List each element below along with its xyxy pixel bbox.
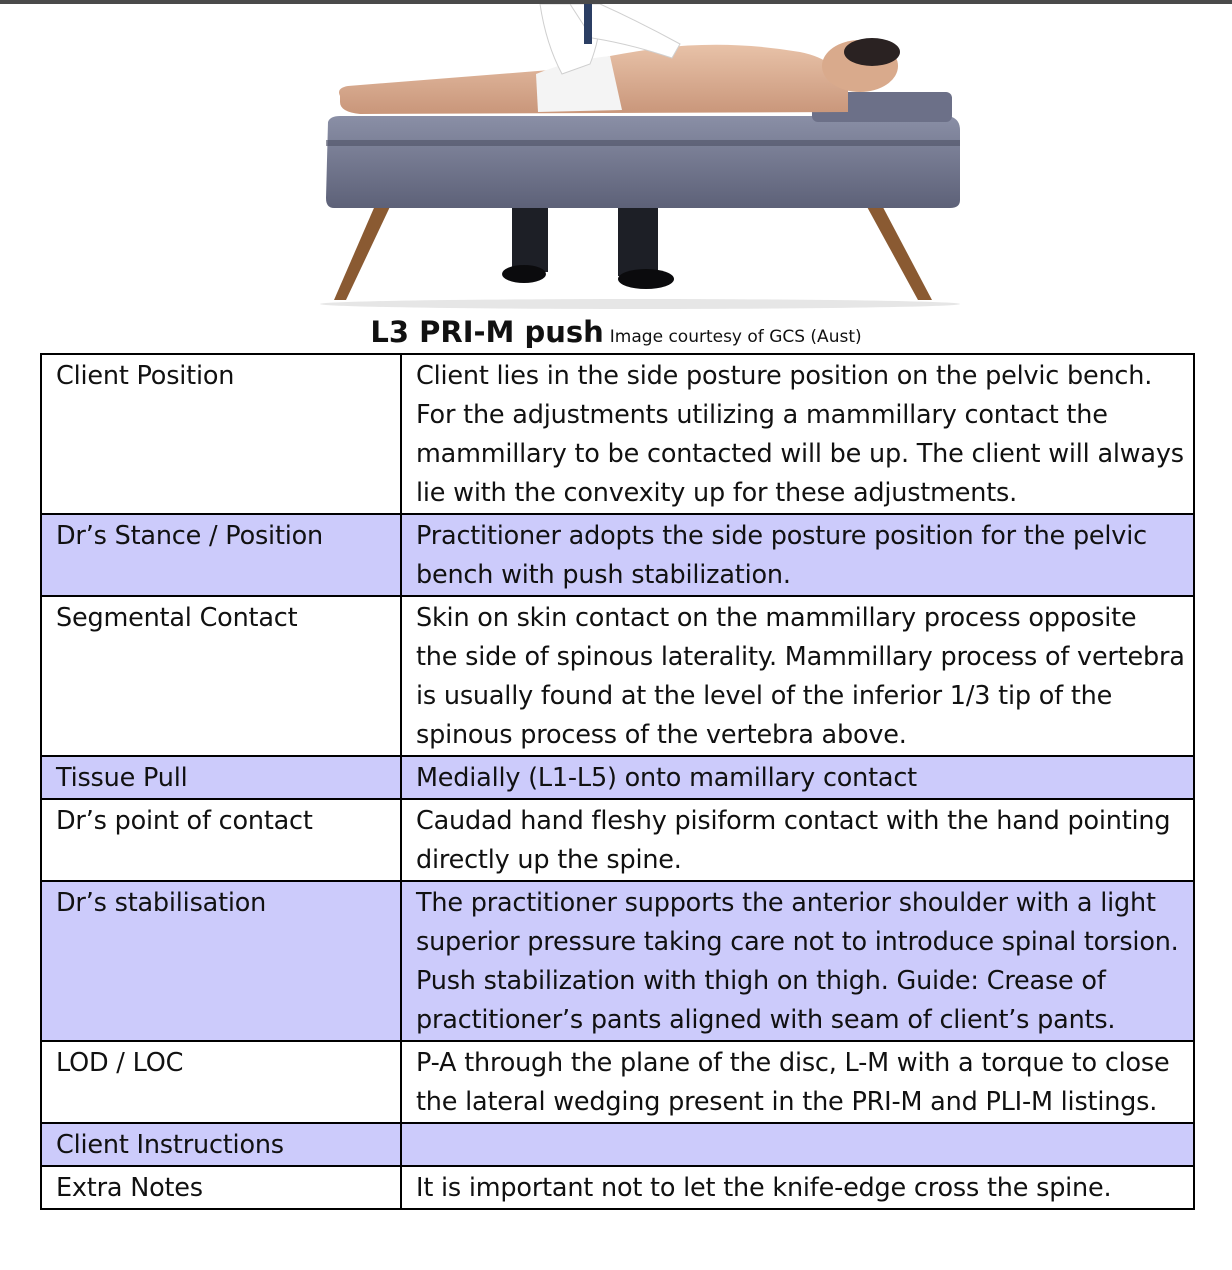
caption-credit: Image courtesy of GCS (Aust) <box>609 327 862 347</box>
figure-caption <box>0 312 1232 357</box>
row-label: Dr’s Stance / Position <box>41 514 401 596</box>
row-label: LOD / LOC <box>41 1041 401 1123</box>
row-text: Skin on skin contact on the mammillary process opposite the side of spinous laterality. Mammillary process of vertebra is usually found at the level of the inferior 1/3 tip of the spinous process of the vertebra above. <box>401 596 1194 756</box>
table-row <box>41 1041 1194 1123</box>
row-label: Dr’s stabilisation <box>41 881 401 1041</box>
row-label: Client Instructions <box>41 1123 401 1166</box>
table-row <box>41 799 1194 881</box>
row-label: Segmental Contact <box>41 596 401 756</box>
adjustment-photo-icon <box>300 4 980 310</box>
table-row <box>41 756 1194 799</box>
row-text: It is important not to let the knife-edge cross the spine. <box>401 1166 1194 1209</box>
table-row <box>41 881 1194 1041</box>
row-label: Tissue Pull <box>41 756 401 799</box>
table-row <box>41 1123 1194 1166</box>
row-label: Extra Notes <box>41 1166 401 1209</box>
row-text: Medially (L1-L5) onto mamillary contact <box>401 756 1194 799</box>
row-label: Client Position <box>41 354 401 514</box>
row-text <box>401 1123 1194 1166</box>
row-text: P-A through the plane of the disc, L-M with a torque to close the lateral wedging present in the PRI-M and PLI-M listings. <box>401 1041 1194 1123</box>
table-row <box>41 514 1194 596</box>
row-label: Dr’s point of contact <box>41 799 401 881</box>
row-text: The practitioner supports the anterior shoulder with a light superior pressure taking care not to introduce spinal torsion. Push stabilization with thigh on thigh. Guide: Crease of practitioner’s pants aligned with seam of client’s pants. <box>401 881 1194 1041</box>
row-text: Client lies in the side posture position on the pelvic bench. For the adjustments utilizing a mammillary contact the mammillary to be contacted will be up. The client will always lie with the convexity up for these adjustments. <box>401 354 1194 514</box>
table-row <box>41 596 1194 756</box>
row-text: Practitioner adopts the side posture position for the pelvic bench with push stabilization. <box>401 514 1194 596</box>
row-text: Caudad hand fleshy pisiform contact with the hand pointing directly up the spine. <box>401 799 1194 881</box>
caption-title: L3 PRI-M push <box>370 315 604 349</box>
table-row <box>41 354 1194 514</box>
technique-table <box>40 353 1195 1210</box>
bottom-fade <box>0 1210 1232 1270</box>
table-row <box>41 1166 1194 1209</box>
